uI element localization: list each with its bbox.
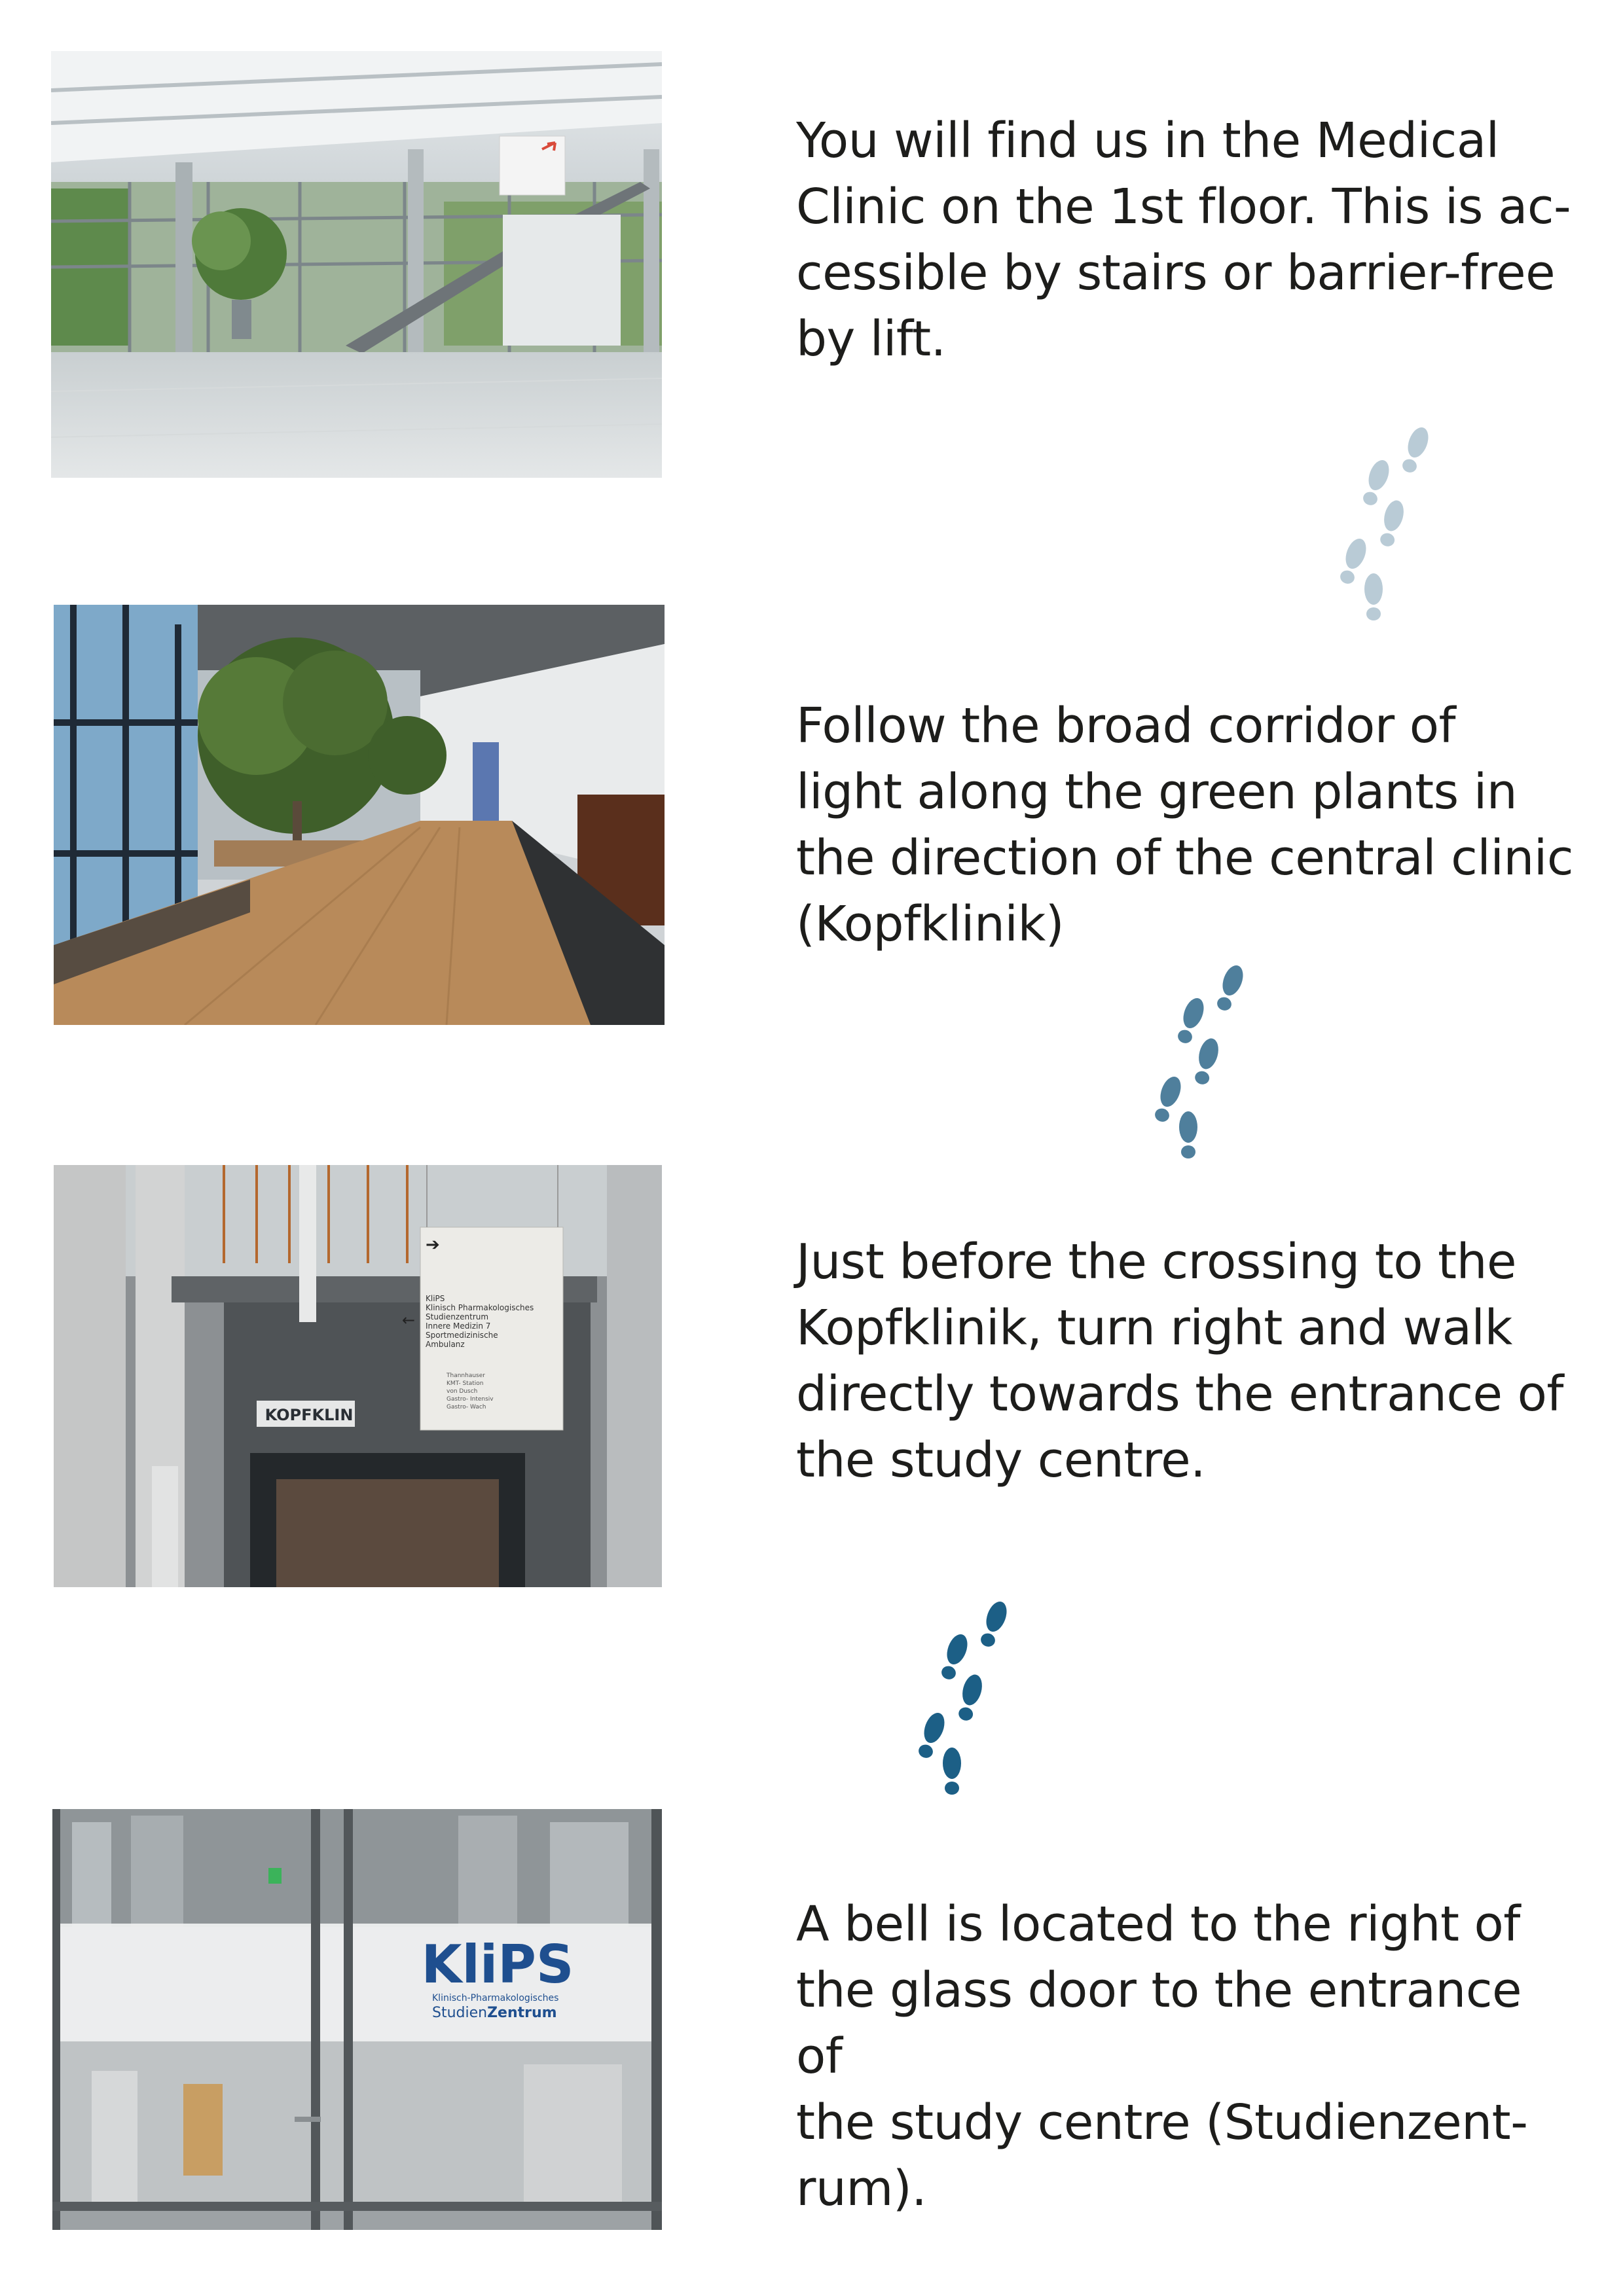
sign-subline: von Dusch [447, 1388, 478, 1395]
kopfklinik-banner-label: KOPFKLIN [264, 1406, 354, 1424]
svg-text:StudienZentrum [432, 2005, 557, 2021]
klips-logo-subtitle: Klinisch-Pharmakologisches [432, 1993, 559, 2003]
arrow-right-icon: ➔ [426, 1235, 440, 1255]
klips-logo-name-bold: Zentrum [487, 2005, 557, 2021]
arrow-left-icon: ← [402, 1311, 416, 1329]
footprints-icon [1333, 424, 1438, 635]
corridor-photo [54, 605, 665, 1025]
sign-line: Klinisch Pharmakologisches [426, 1303, 534, 1312]
step-1-text: You will find us in the Medical Clinic on the 1st floor. This is ac- cessible by stairs or barrier-free by lift. [796, 113, 1571, 367]
klips-logo-brand: KliPS [421, 1934, 574, 1995]
step-3-text: Just before the crossing to the Kopfklinik, turn right and walk directly towards the entrance of the study centre. [796, 1234, 1563, 1488]
sign-line: Ambulanz [426, 1340, 465, 1349]
footprints-icon [911, 1598, 1016, 1809]
klips-logo-name-light: Studien [432, 2005, 488, 2021]
step-4-text: A bell is located to the right of the glass door to the entrance of the study centre (Studienzent- rum). [796, 1896, 1528, 2217]
atrium-photo [51, 51, 662, 478]
sign-line: KliPS [426, 1294, 445, 1303]
sign-subline: Gastro- Wach [447, 1404, 486, 1410]
sign-subline: Thannhauser [447, 1372, 485, 1379]
step-2-text: Follow the broad corridor of light along the green plants in the direction of the central clinic (Kopfklinik) [796, 698, 1574, 952]
sign-subline: Gastro- Intensiv [447, 1396, 494, 1403]
sign-subline: KMT- Station [447, 1380, 484, 1387]
sign-line: Sportmedizinische [426, 1331, 498, 1340]
glass-door-photo [52, 1809, 662, 2230]
sign-line: Innere Medizin 7 [426, 1321, 491, 1331]
footprints-icon [1148, 962, 1252, 1173]
sign-line: Studienzentrum [426, 1312, 489, 1321]
kopfklinik-crossing-photo [54, 1165, 662, 1587]
